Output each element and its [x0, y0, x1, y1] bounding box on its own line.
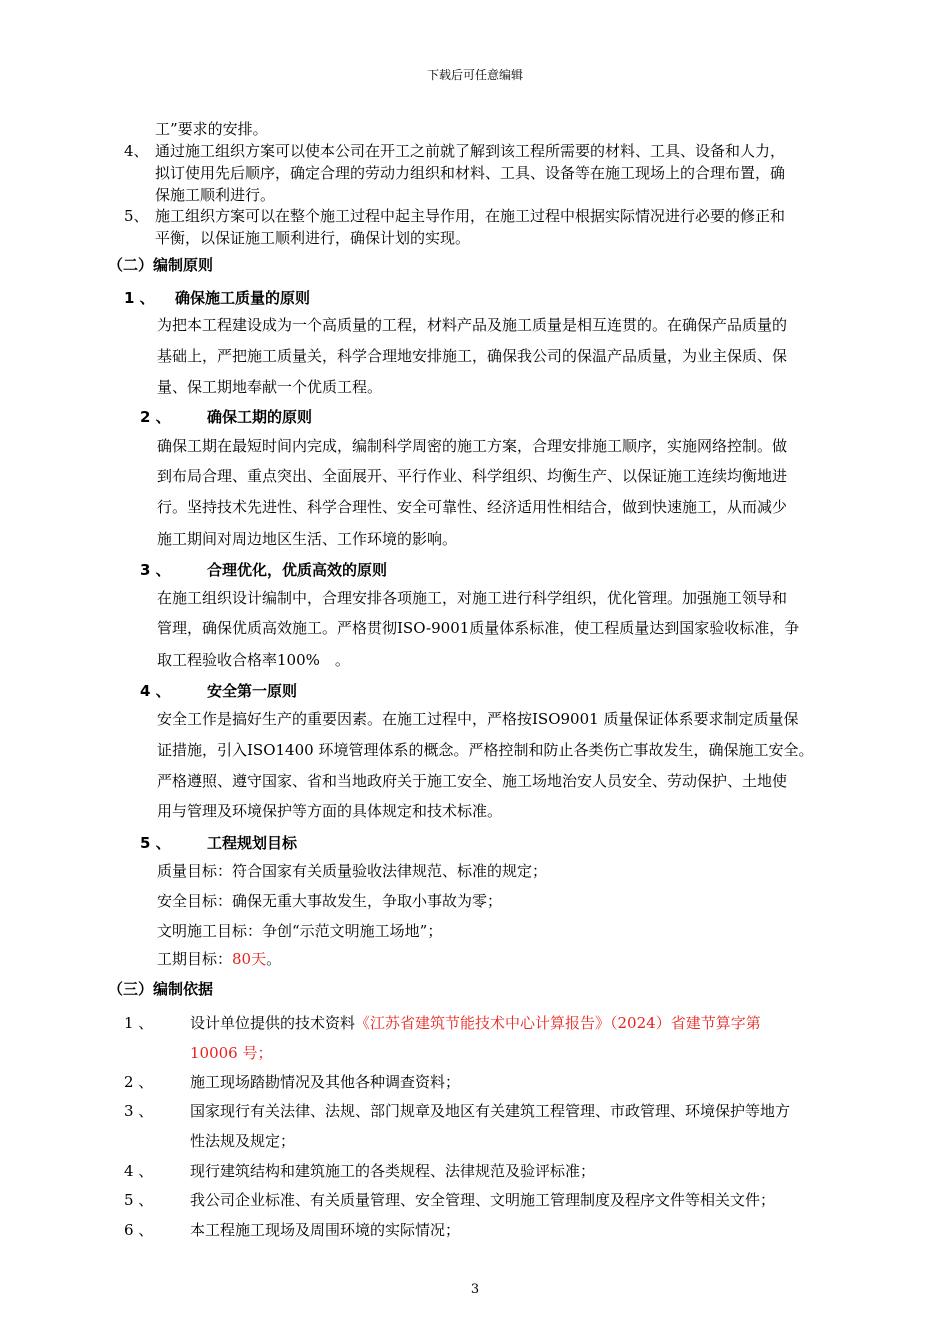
subsection-number: 4 、: [140, 682, 171, 700]
paragraph-line: 行。坚持技术先进性、科学合理性、安全可靠性、经济适用性相结合，做到快速施工，从而减少: [157, 498, 788, 516]
list-number: 2 、: [124, 1073, 154, 1091]
paragraph-line: 管理，确保优质高效施工。严格贯彻ISO-9001质量体系标准，使工程质量达到国家验收标准，争: [157, 619, 800, 637]
paragraph-line: 施工期间对周边地区生活、工作环境的影响。: [157, 530, 458, 548]
list-item-text: 国家现行有关法律、法规、部门规章及地区有关建筑工程管理、市政管理、环境保护等地方: [190, 1102, 791, 1120]
paragraph-line: 质量目标：符合国家有关质量验收法律规范、标准的规定；: [157, 862, 548, 880]
section-heading: （三）编制依据: [108, 980, 214, 998]
reference-document: 《江苏省建筑节能技术中心计算报告》（2024）省建节算字第: [355, 1014, 761, 1032]
paragraph-line: 工”要求的安排。: [155, 120, 268, 138]
subsection-heading: 合理优化，优质高效的原则: [207, 561, 388, 579]
paragraph-line: 取工程验收合格率100% 。: [157, 651, 350, 669]
list-number: 6 、: [124, 1221, 154, 1239]
paragraph-line: 证措施，引入ISO1400 环境管理体系的概念。严格控制和防止各类伤亡事故发生，确保施工安全。: [157, 741, 814, 759]
reference-number: 10006 号；: [190, 1044, 273, 1062]
list-item-text: 本工程施工现场及周围环境的实际情况；: [190, 1221, 461, 1239]
list-number: 4 、: [124, 1162, 154, 1180]
paragraph-line: 平衡，以保证施工顺利进行，确保计划的实现。: [155, 229, 471, 247]
list-item-text: [190, 1013, 761, 1033]
paragraph-line: 用与管理及环境保护等方面的具体规定和技术标准。: [157, 802, 503, 820]
subsection-number: 2 、: [140, 408, 171, 426]
paragraph-line: 为把本工程建设成为一个高质量的工程，材料产品及施工质量是相互连贯的。在确保产品质量的: [157, 316, 788, 334]
subsection-number: 1 、: [124, 289, 155, 307]
paragraph-line: 安全目标：确保无重大事故发生，争取小事故为零；: [157, 892, 503, 910]
list-number: 5 、: [124, 1191, 154, 1209]
paragraph-line: 量、保工期地奉献一个优质工程。: [157, 378, 383, 396]
schedule-label: 工期目标：: [157, 950, 233, 968]
paragraph-line: 到布局合理、重点突出、全面展开、平行作业、科学组织、均衡生产、以保证施工连续均衡地进: [157, 467, 788, 485]
paragraph-line: 通过施工组织方案可以使本公司在开工之前就了解到该工程所需要的材料、工具、设备和人力，: [155, 142, 786, 160]
paragraph-line: 确保工期在最短时间内完成，编制科学周密的施工方案，合理安排施工顺序，实施网络控制。做: [157, 437, 788, 455]
paragraph-line: 严格遵照、遵守国家、省和当地政府关于施工安全、施工场地治安人员安全、劳动保护、土地使: [157, 772, 788, 790]
list-item-text: 现行建筑结构和建筑施工的各类规程、法律规范及验评标准；: [190, 1162, 596, 1180]
paragraph-line: 在施工组织设计编制中，合理安排各项施工，对施工进行科学组织，优化管理。加强施工领导和: [157, 589, 788, 607]
paragraph-line: 施工组织方案可以在整个施工过程中起主导作用，在施工过程中根据实际情况进行必要的修正和: [155, 207, 786, 225]
paragraph-line: 拟订使用先后顺序，确定合理的劳动力组织和材料、工具、设备等在施工现场上的合理布置，确: [155, 164, 786, 182]
list-item-text: 性法规及规定；: [190, 1132, 296, 1150]
paragraph-line: 安全工作是搞好生产的重要因素。在施工过程中，严格按ISO9001 质量保证体系要求制定质量保: [157, 710, 799, 728]
list-number: 5、: [124, 207, 149, 225]
subsection-heading: 确保施工质量的原则: [175, 289, 311, 307]
list-item-text: 我公司企业标准、有关质量管理、安全管理、文明施工管理制度及程序文件等相关文件；: [190, 1191, 776, 1209]
list-number: 3 、: [124, 1102, 154, 1120]
paragraph-line: 基础上，严把施工质量关，科学合理地安排施工，确保我公司的保温产品质量，为业主保质、保: [157, 347, 788, 365]
subsection-number: 5 、: [140, 834, 171, 852]
section-heading: （二）编制原则: [108, 256, 214, 274]
paragraph-line: [157, 949, 281, 969]
list-number: 4、: [124, 142, 149, 160]
subsection-heading: 工程规划目标: [207, 834, 298, 852]
reference-text: 设计单位提供的技术资料: [190, 1014, 356, 1032]
subsection-heading: 确保工期的原则: [207, 408, 313, 426]
paragraph-line: 文明施工目标：争创“示范文明施工场地”；: [157, 922, 443, 940]
list-item-text: 施工现场踏勘情况及其他各种调查资料；: [190, 1073, 461, 1091]
subsection-number: 3 、: [140, 561, 171, 579]
page-header: 下载后可任意编辑: [426, 68, 523, 82]
schedule-end: 。: [266, 950, 282, 968]
page-number: 3: [470, 1282, 480, 1297]
list-number: 1 、: [124, 1014, 154, 1032]
schedule-value: 80天: [232, 950, 267, 968]
subsection-heading: 安全第一原则: [207, 682, 298, 700]
paragraph-line: 保施工顺利进行。: [155, 186, 276, 204]
